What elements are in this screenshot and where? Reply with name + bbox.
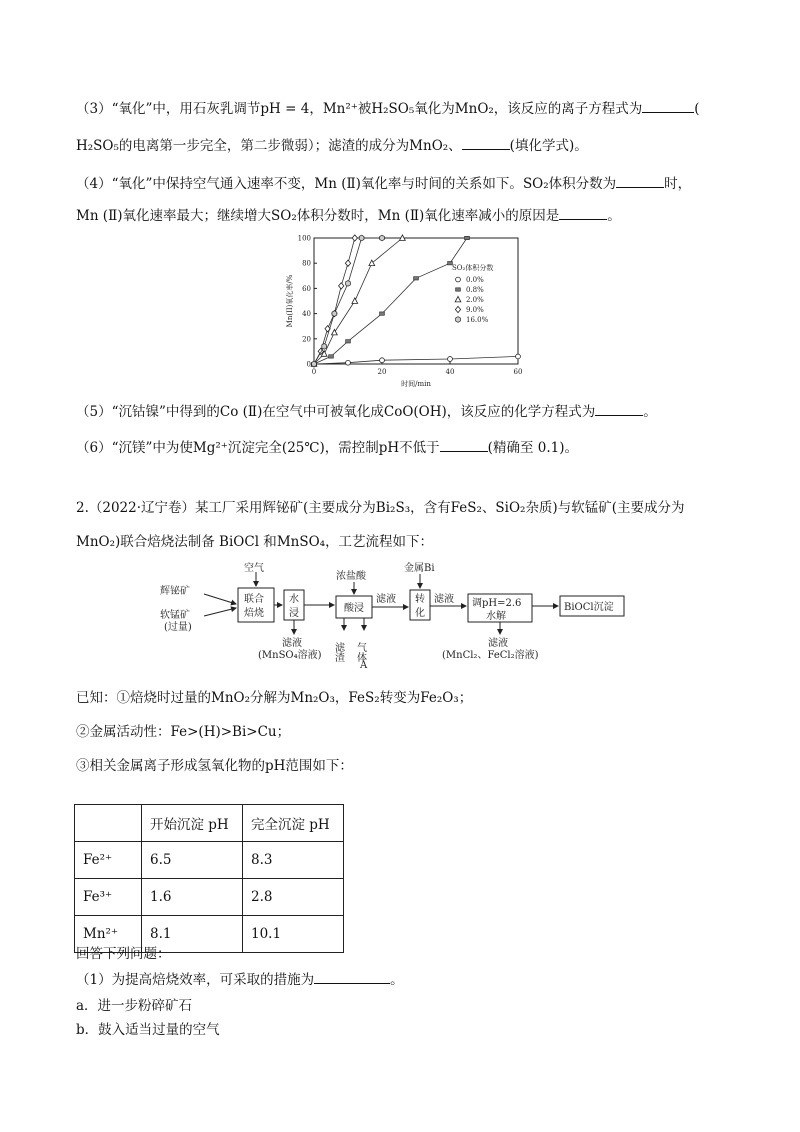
table-cell: Fe³⁺ [75, 879, 142, 916]
option-b: b．鼓入适当过量的空气 [76, 1022, 220, 1038]
table-header: 完全沉淀 pH [243, 805, 344, 842]
table-header-row [75, 805, 344, 842]
mn-ii: Mn (Ⅱ) [314, 176, 361, 192]
mn-ii: Mn (Ⅱ) [377, 208, 425, 224]
legend-marker [455, 306, 460, 312]
mno2-formula: MnO₂ [454, 101, 494, 117]
table-cell: 10.1 [243, 916, 344, 953]
x-tick-label: 40 [445, 368, 455, 376]
q6-text: （6）“沉镁”中为使 [76, 440, 193, 456]
p2-text: 杂质)与软锰矿(主要成分为 [525, 500, 685, 516]
answer-blank[interactable] [559, 219, 607, 220]
h2so5-formula: H₂SO₅ [76, 138, 119, 154]
box2b: 浸 [289, 608, 299, 619]
p2-text: ，工艺流程如下： [325, 534, 434, 550]
data-point [312, 361, 317, 367]
q1-text: 。 [390, 972, 404, 988]
ore2-label: 软锰矿 [160, 610, 190, 621]
product-label: BiOCl沉淀 [564, 602, 614, 613]
box4a: 转 [415, 594, 425, 605]
p2-line2 [76, 532, 740, 552]
comma: ， [309, 101, 323, 117]
legend-marker [456, 277, 461, 282]
mn-ion: Mn²⁺ [322, 101, 358, 117]
oxidation-rate-chart [282, 230, 532, 390]
series-line [314, 238, 355, 364]
q4-text: 氧化率与时间的关系如下。 [360, 176, 523, 192]
answer-q1 [76, 970, 740, 990]
data-point [516, 354, 521, 359]
y-tick-label: 100 [297, 234, 311, 243]
fe2o3-formula: Fe₂O₃ [420, 690, 459, 706]
mno2-formula: MnO₂ [409, 138, 449, 154]
y-tick-label: 80 [302, 259, 311, 268]
q5-text: （5）“沉钴镍”中得到的 [76, 404, 220, 420]
q6-text: 不低于 [399, 440, 440, 456]
plot-frame [314, 238, 518, 364]
q4-text: 氧化速率减小的原因是 [424, 208, 560, 224]
w3: 气体 [354, 642, 366, 662]
q5-text: 。 [643, 404, 657, 420]
ore1-label: 辉铋矿 [160, 586, 190, 597]
data-point [380, 358, 385, 363]
known-text: ； [458, 690, 473, 706]
mg-ion: Mg²⁺ [192, 440, 228, 456]
data-point [369, 260, 375, 266]
known-text: 转变为 [379, 690, 421, 706]
answer-blank[interactable] [595, 415, 643, 416]
data-point [346, 340, 351, 343]
q4-text: 时， [664, 176, 692, 192]
series-line [314, 238, 467, 364]
q3-text: 、 [448, 138, 462, 154]
q4-text: 体积分数为 [548, 176, 617, 192]
box5b: 水解 [486, 611, 506, 622]
ph-table [74, 804, 344, 953]
q3-text: 氧化为 [414, 101, 455, 117]
ore3-label: (过量) [164, 622, 192, 633]
x-tick-label: 0 [311, 368, 317, 376]
mn-ii: Mn (Ⅱ) [76, 208, 123, 224]
metal-label: 金属Bi [404, 563, 435, 574]
table-cell: 1.6 [142, 879, 243, 916]
legend-label: 9.0% [466, 306, 484, 314]
data-point [345, 260, 350, 266]
q4-text: 氧化速率最大；继续增大 [122, 208, 272, 224]
temperature: (25℃) [281, 440, 325, 456]
series-line [314, 238, 402, 364]
data-point [346, 280, 351, 286]
data-point [329, 355, 334, 358]
table-cell: 8.3 [243, 842, 344, 879]
answer-blank[interactable] [616, 187, 664, 188]
q4-text: 。 [607, 208, 621, 224]
q3-text: 被 [357, 101, 372, 117]
w1b: (MnSO₄溶液) [258, 650, 322, 661]
co-ii: Co (Ⅱ) [219, 404, 263, 420]
p2-line1 [76, 498, 740, 518]
table-row [75, 842, 344, 879]
w2: 滤渣 [332, 642, 344, 662]
answer-blank[interactable] [314, 983, 390, 984]
q6-text: 沉淀完全 [227, 440, 282, 456]
data-point [322, 343, 327, 349]
answer-blank[interactable] [642, 112, 694, 113]
option-a: a．进一步粉碎矿石 [76, 998, 193, 1014]
data-point [414, 277, 419, 280]
w4b: (MnCl₂、FeCl₂溶液) [442, 650, 539, 661]
mno2-formula: MnO₂ [211, 690, 250, 706]
acid-label: 浓盐酸 [336, 571, 366, 582]
data-point [359, 235, 364, 241]
box5a: 调pH=2.6 [472, 598, 522, 609]
q6-text: ，需控制 [324, 440, 379, 456]
paren: ( [694, 101, 700, 117]
q4-text: 体积分数时， [296, 208, 378, 224]
table-cell: Fe²⁺ [75, 842, 142, 879]
legend-label: 16.0% [466, 316, 489, 324]
answer-blank[interactable] [440, 451, 488, 452]
box4b: 化 [415, 608, 425, 619]
q5-line [76, 402, 740, 422]
known-line2: ②金属活动性：Fe>(H)>Bi>Cu； [76, 724, 291, 740]
q6-text: (精确至 0.1)。 [487, 440, 578, 456]
q3-line1 [76, 99, 740, 119]
known-text: 已知：①焙烧时过量的 [76, 690, 211, 706]
box3: 酸浸 [344, 603, 364, 614]
series-line [314, 356, 518, 364]
so2-formula: SO₂ [522, 176, 549, 192]
x-tick-label: 20 [377, 368, 387, 376]
box1b: 焙烧 [244, 608, 264, 619]
data-point [332, 311, 337, 317]
data-point [332, 329, 338, 335]
table-cell: 2.8 [243, 879, 344, 916]
q3-text: ，该反应的离子方程式为 [493, 101, 643, 117]
y-tick-label: 60 [302, 284, 311, 293]
q3-text: 的电离第一步完全，第二步微弱）；滤渣的成分为 [118, 138, 410, 154]
y-axis-label: Mn(II)氧化率/% [286, 274, 294, 328]
q3-text: (填化学式)。 [509, 138, 588, 154]
q4-line1 [76, 174, 740, 194]
data-point [352, 235, 357, 241]
q3-text: （3）“氧化”中，用石灰乳调节 [76, 101, 261, 117]
so2-formula: SO₂ [271, 208, 297, 224]
legend-marker [456, 317, 461, 323]
mnso4-formula: MnSO₄ [276, 534, 326, 550]
p2-text: 2.（2022·辽宁卷）某工厂采用辉铋矿(主要成分为 [76, 500, 376, 516]
q5-text: ，该反应的化学方程式为 [446, 404, 596, 420]
filtrate2: 滤液 [434, 594, 454, 605]
q4-line2 [76, 206, 740, 226]
legend-label: 0.8% [466, 286, 484, 294]
ph-label: pH [265, 758, 286, 774]
box2a: 水 [289, 594, 299, 605]
data-point [346, 360, 351, 365]
table-row [75, 879, 344, 916]
cooh-formula: CoO(OH) [383, 404, 447, 420]
legend-label: 0.0% [466, 276, 484, 284]
data-point [380, 235, 385, 241]
q3-line2 [76, 136, 740, 156]
table-cell: 6.5 [142, 842, 243, 879]
legend-marker [455, 296, 461, 302]
known-text: ③相关金属离子形成氢氧化物的 [76, 758, 265, 774]
mno2-formula: MnO₂ [76, 534, 115, 550]
data-point [448, 357, 453, 362]
data-point [352, 298, 358, 304]
ph-label: pH [378, 440, 400, 456]
q1-text: （1）为提高焙烧效率，可采取的措施为 [76, 972, 315, 988]
table-cell: 8.1 [142, 916, 243, 953]
table-cell: Mn²⁺ [75, 916, 142, 953]
data-point [465, 236, 470, 239]
y-tick-label: 0 [306, 360, 311, 369]
p2-text: )联合焙烧法制备 BiOCl 和 [115, 534, 277, 550]
fes2-formula: FeS₂ [450, 500, 482, 516]
data-point [380, 312, 385, 315]
data-point [339, 283, 344, 289]
fes2-formula: FeS₂ [348, 690, 380, 706]
bi2s3-formula: Bi₂S₃ [375, 500, 411, 516]
p2-text: 、 [481, 500, 496, 516]
x-axis-label: 时间/min [401, 380, 431, 388]
table-header [75, 805, 142, 842]
y-tick-label: 20 [302, 335, 311, 344]
mn2o3-formula: Mn₂O₃ [290, 690, 335, 706]
answer-intro: 回答下列问题： [76, 946, 171, 962]
legend-label: 2.0% [466, 296, 484, 304]
sio2-formula: SiO₂ [495, 500, 526, 516]
w4: 滤液 [488, 638, 508, 649]
known-line1 [76, 688, 740, 708]
y-tick-label: 40 [302, 310, 311, 319]
ph-value: pH = 4 [260, 101, 310, 117]
box1a: 联合 [244, 594, 264, 605]
known-text: 分解为 [250, 690, 291, 706]
filtrate1: 滤液 [376, 594, 396, 605]
air-label: 空气 [244, 563, 264, 574]
w1: 滤液 [282, 638, 302, 649]
x-tick-label: 60 [513, 368, 523, 376]
process-flow-diagram [160, 562, 640, 670]
table-header: 开始沉淀 pH [142, 805, 243, 842]
h2so5-formula: H₂SO₅ [371, 101, 415, 117]
known-text: 范围如下： [285, 758, 353, 774]
q5-text: 在空气中可被氧化成 [262, 404, 384, 420]
legend-title: SO₂体积分数 [452, 264, 494, 272]
known-text: ， [334, 690, 349, 706]
known-line3 [76, 756, 740, 776]
w3b: A [360, 660, 368, 670]
q6-line [76, 438, 740, 458]
answer-blank[interactable] [462, 149, 510, 150]
p2-text: ，含有 [410, 500, 451, 516]
legend-marker [456, 288, 461, 291]
q4-text: （4）“氧化”中保持空气通入速率不变， [76, 176, 315, 192]
